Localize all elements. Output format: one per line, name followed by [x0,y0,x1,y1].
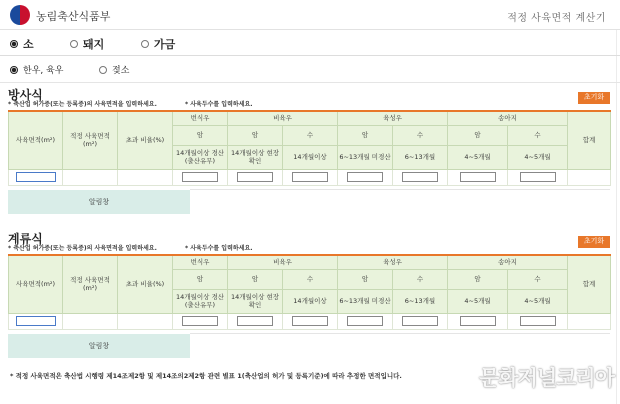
header-detail: 6~13개월 [393,145,448,169]
animal-label: 가금 [154,38,176,51]
header-total: 합계 [568,255,611,313]
animal-label: 돼지 [83,38,105,51]
head-count-input[interactable] [460,316,496,326]
header-detail: 14개월이상 경산(출산유무) [173,145,228,169]
section-tethered [8,230,610,360]
head-input-cell [508,169,568,185]
head-input-note: * 사육두수를 입력하세요. [185,101,253,108]
head-count-input[interactable] [292,172,328,182]
head-input-cell [338,313,393,329]
head-input-cell [283,313,338,329]
ministry-name: 농림축산식품부 [36,10,111,23]
header-sex: 암 [173,125,228,145]
head-input-cell [228,313,283,329]
area-input-cell [9,313,63,329]
head-count-input[interactable] [347,316,383,326]
header-sex: 수 [508,125,568,145]
divider [190,333,610,334]
header-proper-area: 적정 사육면적 (m²) [63,255,118,313]
header [0,0,620,30]
total-value [568,313,611,329]
calc-table [8,110,611,186]
subtype-label: 한우, 육우 [23,66,64,76]
head-count-input[interactable] [402,316,438,326]
header-area: 사육면적(m²) [9,255,63,313]
header-detail: 14개월이상 현장확인 [228,145,283,169]
subtype-radio-dairy[interactable] [99,63,129,76]
head-input-cell [173,169,228,185]
head-input-cell [448,313,508,329]
header-sex: 수 [393,269,448,289]
footnote: * 적정 사육면적은 축산법 시행령 제14조제2항 및 제14조의2제2항 관련 별표 1(축산업의 허가 및 등록기준)에 따라 추정한 면적입니다. [10,372,402,380]
section-free-range [8,86,610,216]
head-count-input[interactable] [347,172,383,182]
area-input-cell [9,169,63,185]
section-title: 방사식 [8,88,43,102]
radio-selected-icon[interactable] [10,66,18,74]
header-area: 사육면적(m²) [9,111,63,169]
ratio-value [118,169,173,185]
radio-icon[interactable] [141,40,149,48]
right-border [616,30,617,404]
animal-radio-poultry[interactable] [141,36,175,52]
header-sex: 암 [448,269,508,289]
head-input-cell [283,169,338,185]
head-count-input[interactable] [182,316,218,326]
total-value [568,169,611,185]
header-sex: 암 [228,269,283,289]
header-sex: 수 [393,125,448,145]
head-input-cell [393,313,448,329]
head-count-input[interactable] [182,172,218,182]
header-group: 육성우 [338,111,448,125]
subtype-radio-hanwoo[interactable] [10,63,64,76]
head-count-input[interactable] [460,172,496,182]
header-sex: 암 [338,269,393,289]
head-count-input[interactable] [520,316,556,326]
area-input-note: * 축산업 허가증(또는 등록증)의 사육면적을 입력하세요. [8,101,157,108]
header-total: 합계 [568,111,611,169]
area-input[interactable] [16,316,56,326]
divider [0,82,620,83]
header-group: 비육우 [228,111,338,125]
animal-label: 소 [23,38,34,51]
head-input-note: * 사육두수를 입력하세요. [185,245,253,252]
header-sex: 암 [228,125,283,145]
proper-area-value [63,169,118,185]
head-input-cell [508,313,568,329]
header-sex: 암 [338,125,393,145]
head-input-cell [448,169,508,185]
header-detail: 6~13개월 [393,289,448,313]
radio-icon[interactable] [99,66,107,74]
animal-radio-pig[interactable] [70,36,104,52]
calc-table [8,254,611,330]
header-proper-area: 적정 사육면적 (m²) [63,111,118,169]
ministry-logo-icon [10,5,30,25]
header-group: 송아지 [448,255,568,269]
head-count-input[interactable] [292,316,328,326]
radio-selected-icon[interactable] [10,40,18,48]
header-detail: 4~5개월 [508,289,568,313]
header-group: 비육우 [228,255,338,269]
header-sex: 수 [283,269,338,289]
head-count-input[interactable] [520,172,556,182]
animal-radio-cattle[interactable] [10,36,34,52]
head-count-input[interactable] [237,172,273,182]
header-sex: 암 [448,125,508,145]
ratio-value [118,313,173,329]
header-detail: 6~13개월 미경산 [338,145,393,169]
header-ratio: 초과 비율(%) [118,255,173,313]
header-group: 번식우 [173,255,228,269]
header-sex: 암 [173,269,228,289]
subtype-label: 젖소 [112,66,130,76]
alert-box: 알림창 [8,334,190,358]
header-group: 번식우 [173,111,228,125]
reset-button[interactable]: 초기화 [578,236,610,248]
header-detail: 4~5개월 [448,145,508,169]
calculator-title: 적정 사육면적 계산기 [507,13,606,24]
header-ratio: 초과 비율(%) [118,111,173,169]
header-detail: 4~5개월 [508,145,568,169]
header-detail: 6~13개월 미경산 [338,289,393,313]
divider [0,55,620,56]
section-title: 계류식 [8,232,43,246]
watermark: 문화저널코리아 [478,366,614,390]
head-count-input[interactable] [402,172,438,182]
header-detail: 4~5개월 [448,289,508,313]
header-detail: 14개월이상 [283,289,338,313]
head-count-input[interactable] [237,316,273,326]
header-detail: 14개월이상 [283,145,338,169]
head-input-cell [338,169,393,185]
head-input-cell [393,169,448,185]
header-group: 송아지 [448,111,568,125]
header-detail: 14개월이상 현장확인 [228,289,283,313]
head-input-cell [173,313,228,329]
radio-icon[interactable] [70,40,78,48]
proper-area-value [63,313,118,329]
area-input-note: * 축산업 허가증(또는 등록증)의 사육면적을 입력하세요. [8,245,157,252]
header-sex: 수 [283,125,338,145]
area-input[interactable] [16,172,56,182]
reset-button[interactable]: 초기화 [578,92,610,104]
header-detail: 14개월이상 경산(출산유무) [173,289,228,313]
divider [190,189,610,190]
header-group: 육성우 [338,255,448,269]
head-input-cell [228,169,283,185]
header-sex: 수 [508,269,568,289]
alert-box: 알림창 [8,190,190,214]
